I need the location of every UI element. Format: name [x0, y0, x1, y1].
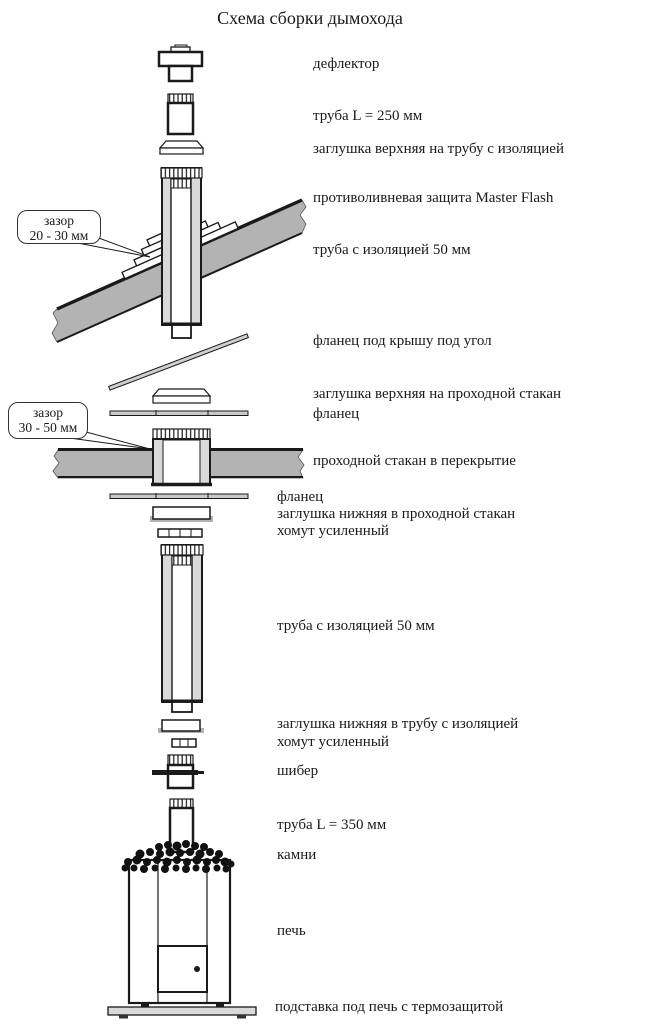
pass-cup-shape: [151, 429, 212, 485]
cap-top-insulated-pipe-shape: [159, 141, 204, 155]
label-cap-top-insulated-pipe: заглушка верхняя на трубу с изоляцией: [313, 141, 564, 157]
label-cap-bottom-pass-cup: заглушка нижняя в проходной стакан: [277, 506, 516, 522]
flange-lower-shape: [110, 493, 248, 499]
cap-bottom-insulated-pipe-shape: [158, 720, 204, 733]
cap-bottom-pass-cup-shape: [150, 507, 213, 522]
label-cap-bottom-insulated-pipe: заглушка нижняя в трубу с изоляцией: [277, 716, 519, 732]
damper-shape: [152, 755, 204, 788]
label-pass-cup: проходной стакан в перекрытие: [313, 453, 516, 469]
label-damper: шибер: [277, 763, 319, 779]
cap-top-pass-cup-shape: [153, 389, 210, 403]
insulated-pipe-upper-shape: [161, 168, 202, 338]
label-stones: камни: [277, 847, 317, 863]
callout-gap-roof-line1: зазор: [43, 213, 75, 228]
label-pipe-250: труба L = 250 мм: [313, 108, 423, 124]
label-stand: подставка под печь с термозащитой: [275, 999, 504, 1015]
pipe-250-shape: [168, 94, 193, 134]
flange-upper-shape: [110, 410, 248, 416]
callout-gap-roof-line2: 20 - 30 мм: [29, 228, 89, 243]
label-stove: печь: [277, 923, 306, 939]
label-cap-top-pass-cup: заглушка верхняя на проходной стакан: [313, 386, 562, 402]
label-flange-upper: фланец: [313, 406, 360, 422]
callout-gap-ceiling-line2: 30 - 50 мм: [18, 420, 78, 435]
insulated-pipe-lower-shape: [161, 545, 203, 712]
callout-gap-roof: [17, 210, 101, 244]
clamp-2-shape: [172, 739, 196, 747]
diagram-title: Схема сборки дымохода: [217, 8, 403, 28]
label-pipe-350: труба L = 350 мм: [277, 817, 387, 833]
label-insulated-pipe-upper: труба с изоляцией 50 мм: [313, 242, 471, 258]
roof-flange-shape: [109, 334, 249, 390]
label-roof-angle-flange: фланец под крышу под угол: [313, 333, 492, 349]
label-flange-lower: фланец: [277, 489, 324, 505]
stove-door-handle: [194, 966, 200, 972]
clamp-1-shape: [158, 529, 202, 537]
callout-gap-ceiling-line1: зазор: [32, 405, 64, 420]
stand-shape: [108, 1007, 256, 1019]
label-clamp-2: хомут усиленный: [277, 734, 389, 750]
stove-shape: [129, 860, 230, 1008]
deflector-shape: [159, 45, 202, 81]
label-insulated-pipe-lower: труба с изоляцией 50 мм: [277, 618, 435, 634]
label-clamp-1: хомут усиленный: [277, 523, 389, 539]
label-master-flash: противоливневая защита Master Flash: [313, 190, 554, 206]
callout-gap-ceiling: [8, 402, 88, 439]
label-deflector: дефлектор: [313, 56, 380, 72]
